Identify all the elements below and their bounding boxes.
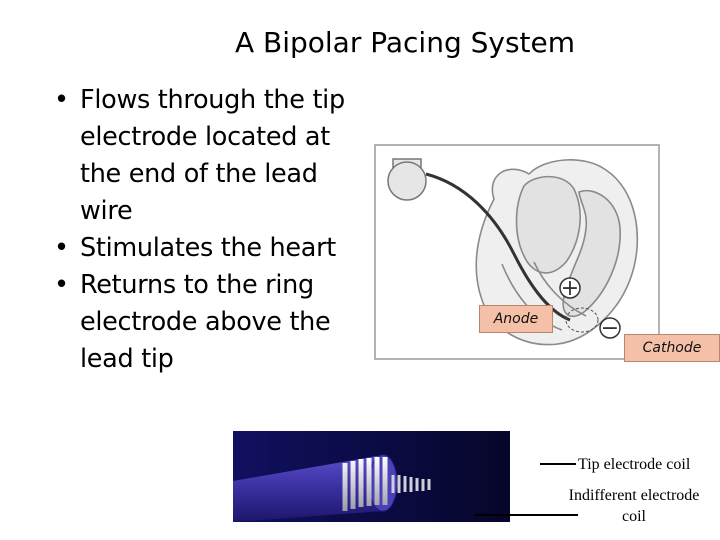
- bullet-item: • Stimulates the heart: [52, 230, 362, 267]
- bullet-item: • Returns to the ring electrode above the lead tip: [52, 267, 362, 378]
- tip-leader-line: [540, 463, 576, 465]
- pacemaker-can: [388, 162, 426, 200]
- bullet-item: • Flows through the tip electrode located at the end of the lead wire: [52, 82, 362, 230]
- cathode-label: Cathode: [624, 334, 720, 362]
- lead-wire-photo: [233, 431, 510, 522]
- minus-symbol: −: [600, 316, 620, 341]
- plus-symbol: +: [560, 276, 580, 301]
- bullet-list: [52, 82, 362, 378]
- slide-title: A Bipolar Pacing System: [234, 26, 576, 59]
- indifferent-electrode-caption: Indifferent electrode coil: [568, 487, 700, 525]
- tip-electrode-caption: Tip electrode coil: [578, 456, 691, 473]
- anode-label: Anode: [479, 305, 553, 333]
